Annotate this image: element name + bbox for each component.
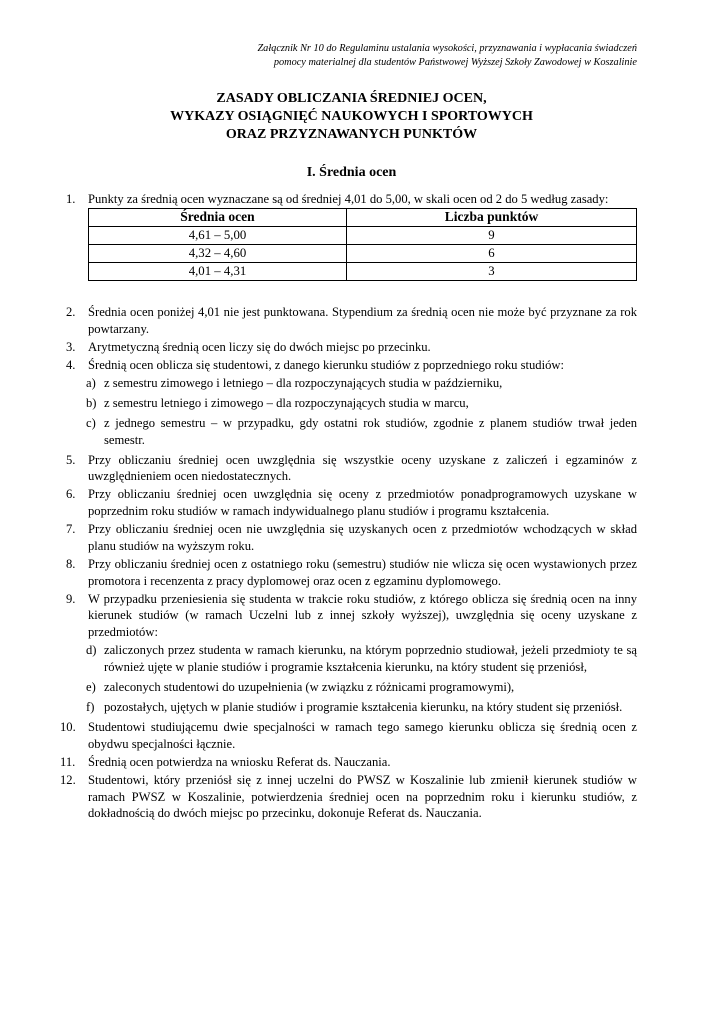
item-number: 9. [66, 591, 76, 606]
sub-list-item [66, 395, 637, 412]
section-heading: I. Średnia ocen [306, 165, 397, 180]
item-letter: c) [86, 415, 96, 430]
item-text: pozostałych, ujętych w planie studiów i programie kształcenia kierunku, na który student się przeniósł. [104, 699, 623, 714]
item-number: 8. [66, 556, 76, 571]
document-title-line-1: ZASADY OBLICZANIA ŚREDNIEJ OCEN, [216, 91, 487, 106]
sub-list-item [66, 642, 637, 676]
item-letter: e) [86, 679, 96, 694]
item-number: 4. [66, 357, 76, 372]
list-item [66, 357, 637, 374]
item-text: Przy obliczaniu średniej ocen nie uwzględnia się uzyskanych ocen z przedmiotów wchodzących w skład planu studiów na wyższym roku. [88, 522, 637, 553]
list-item [66, 452, 637, 486]
list-item [66, 556, 637, 590]
list-item [66, 486, 637, 520]
item-text: Średnią ocen potwierdza na wniosku Referat ds. Nauczania. [88, 754, 391, 769]
item-text: zaliczonych przez studenta w ramach kierunku, na którym poprzednio studiował, jeżeli przedmioty te są również ujęte w planie studiów i programie kształcenia kierunku, na który student się przeniósł, [104, 643, 637, 674]
item-number: 1. [66, 192, 76, 206]
table-cell: 4,01 – 4,31 [89, 263, 347, 281]
table-cell: 4,32 – 4,60 [89, 245, 347, 263]
item-text: Studentowi, który przeniósł się z innej uczelni do PWSZ w Koszalinie lub zmienił kierunek studiów w ramach PWSZ w Koszalinie, potwierdzenia średniej ocen na poprzednim roku i kierunku studiów, z dokładnością do dwóch miejsc po przecinku, dokonuje Referat ds. Nauczania. [88, 772, 637, 821]
attachment-note-line-1: Załącznik Nr 10 do Regulaminu ustalania wysokości, przyznawania i wypłacania świadczeń [257, 43, 637, 54]
item-letter: a) [86, 375, 96, 390]
document-title-line-2: WYKAZY OSIĄGNIĘĆ NAUKOWYCH I SPORTOWYCH [170, 109, 533, 124]
table-row [89, 227, 637, 245]
item-text: Średnią ocen oblicza się studentowi, z danego kierunku studiów z poprzedniego roku studiów: [88, 357, 564, 372]
attachment-note [77, 42, 637, 69]
sub-list-item [66, 375, 637, 392]
document-title-line-3: ORAZ PRZYZNAWANYCH PUNKTÓW [225, 127, 478, 142]
item-text: zaleconych studentowi do uzupełnienia (w związku z różnicami programowymi), [104, 679, 515, 694]
item-text: Przy obliczaniu średniej ocen uwzględnia się oceny z przedmiotów ponadprogramowych uzyskane w poprzednim roku studiów w ramach indywidualnego planu studiów i programu kształcenia. [88, 487, 637, 519]
item-number: 11. [60, 754, 76, 769]
table-header-cell: Średnia ocen [89, 209, 347, 227]
item-number: 7. [66, 522, 76, 537]
item-letter: d) [86, 643, 97, 658]
item-number: 12. [60, 772, 76, 787]
item-number: 10. [60, 719, 76, 734]
table-cell: 3 [347, 263, 637, 281]
item-letter: b) [86, 395, 97, 410]
item-text: Przy obliczaniu średniej ocen uwzględnia się wszystkie oceny uzyskane z zaliczeń i egzaminów z uwzględnieniem ocen niedostatecznych. [88, 452, 637, 484]
attachment-note-line-2: pomocy materialnej dla studentów Państwowej Wyższej Szkoły Zawodowej w Koszalinie [273, 56, 637, 68]
table-header-row [89, 209, 637, 227]
sub-list-item [66, 415, 637, 449]
item-letter: f) [86, 699, 95, 714]
points-table [88, 208, 637, 281]
document-title [0, 90, 703, 144]
table-cell: 4,61 – 5,00 [89, 227, 347, 245]
list-item [60, 719, 637, 753]
item-text: W przypadku przeniesienia się studenta w trakcie roku studiów, z którego oblicza się średnią ocen na inny kierunek studiów (w ramach Uczelni lub z innej szkoły wyższej), uwzględnia się oceny uzyskane z przedmiotów: [88, 591, 637, 640]
list-item [60, 754, 637, 771]
item-number: 5. [66, 452, 76, 467]
item-text: z semestru zimowego i letniego – dla rozpoczynających studia w październiku, [104, 375, 503, 390]
list-item [66, 591, 637, 641]
list-item [66, 521, 637, 555]
item-text: Studentowi studiującemu dwie specjalności w ramach tego samego kierunku oblicza się średnią ocen z obydwu specjalności łącznie. [88, 719, 637, 751]
item-number: 2. [66, 305, 76, 319]
table-cell: 6 [347, 245, 637, 263]
item-number: 3. [66, 339, 76, 354]
rules-list [60, 304, 637, 823]
table-header-cell: Liczba punktów [347, 209, 637, 227]
list-item [66, 339, 637, 356]
sub-list-item [66, 679, 637, 696]
table-cell: 9 [347, 227, 637, 245]
item-text: Punkty za średnią ocen wyznaczane są od średniej 4,01 do 5,00, w skali ocen od 2 do 5 według zasady: [88, 192, 609, 206]
table-row [89, 263, 637, 281]
list-item [66, 304, 637, 338]
list-item [60, 772, 637, 822]
item-text: Średnia ocen poniżej 4,01 nie jest punktowana. Stypendium za średnią ocen nie może być przyznane za rok powtarzany. [88, 305, 637, 336]
item-text: Przy obliczaniu średniej ocen z ostatniego roku (semestru) studiów nie wlicza się ocen wystawionych przez promotora i recenzenta z pracy dyplomowej oraz ocen z egzaminu dyplomowego. [88, 556, 637, 588]
item-number: 6. [66, 487, 76, 502]
sub-list-item [66, 699, 637, 716]
item-text: z jednego semestru – w przypadku, gdy ostatni rok studiów, zgodnie z planem studiów trwał jeden semestr. [104, 415, 637, 447]
table-row [89, 245, 637, 263]
item-text: z semestru letniego i zimowego – dla rozpoczynających studia w marcu, [104, 395, 469, 410]
item-text: Arytmetyczną średnią ocen liczy się do dwóch miejsc po przecinku. [88, 339, 431, 354]
list-item-1 [66, 191, 637, 209]
